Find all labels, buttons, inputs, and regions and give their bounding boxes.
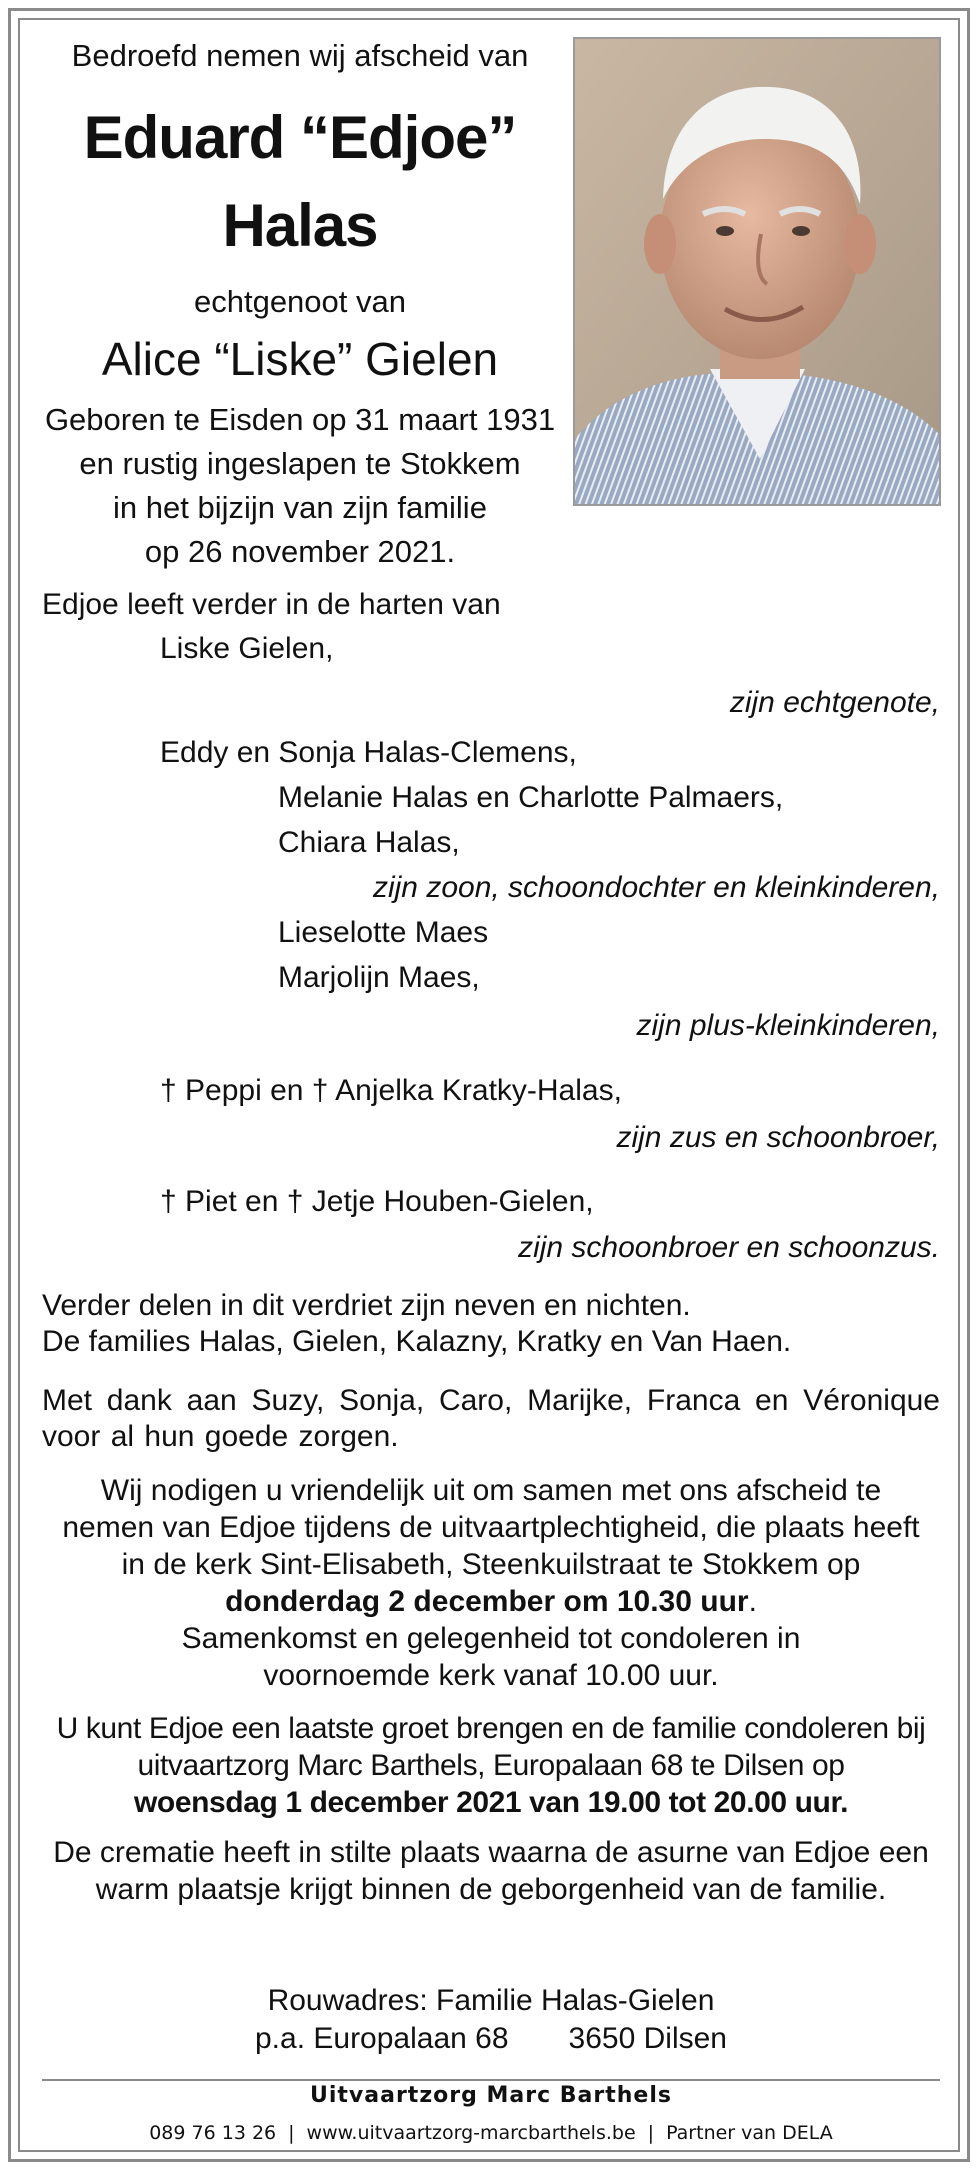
relative-name: † Piet en † Jetje Houben-Gielen, <box>160 1185 594 1218</box>
relative-name: Melanie Halas en Charlotte Palmaers, <box>278 781 784 814</box>
footer-partner: Partner van DELA <box>666 2122 833 2144</box>
relative-role: zijn zus en schoonbroer, <box>616 1121 940 1154</box>
portrait-photo <box>573 37 941 506</box>
mourning-address <box>42 1982 940 2058</box>
relative-name: Eddy en Sonja Halas-Clemens, <box>160 736 577 769</box>
visitation-date-bold: woensdag 1 december 2021 van 19.00 tot 20.00 uur. <box>133 1786 849 1819</box>
ceremony-date-suffix: . <box>748 1585 757 1618</box>
family-share-line: Verder delen in dit verdriet zijn neven en nichten. <box>42 1289 691 1322</box>
cremation-text: De crematie heeft in stilte plaats waarna de asurne van Edjoe een warm plaatsje krijgt binnen de geborgenheid van de familie. <box>53 1836 929 1906</box>
spouse-lead-text: echtgenoot van <box>193 284 406 319</box>
ceremony-text: Wij nodigen u vriendelijk uit om samen met ons afscheid te nemen van Edjoe tijdens de uitvaartplechtigheid, die plaats heeft in de kerk Sint-Elisabeth, Steenkuilstraat te Stokkem op <box>62 1474 920 1581</box>
ceremony-date-bold: donderdag 2 december om 10.30 uur <box>225 1585 749 1618</box>
relative-name: Lieselotte Maes <box>278 916 489 949</box>
visitation-text: U kunt Edjoe een laatste groet brengen en de familie condoleren bij uitvaartzorg Marc Barthels, Europalaan 68 te Dilsen op <box>56 1712 926 1782</box>
intro-text: Bedroefd nemen wij afscheid van <box>71 38 529 73</box>
footer-info <box>42 2122 940 2144</box>
ceremony-date <box>42 1583 940 1620</box>
footer-separator: | <box>647 2122 655 2144</box>
relative-name: Liske Gielen, <box>160 632 334 665</box>
footer-divider <box>42 2079 940 2081</box>
relative-role: zijn zoon, schoondochter en kleinkinderen, <box>372 871 940 904</box>
footer-separator: | <box>288 2122 295 2144</box>
deceased-name-line1: Eduard “Edjoe” <box>83 104 517 171</box>
family-share-line: De families Halas, Gielen, Kalazny, Kratky en Van Haen. <box>42 1325 792 1358</box>
spouse-name: Alice “Liske” Gielen <box>101 333 499 385</box>
relatives-intro: Edjoe leeft verder in de harten van <box>42 588 501 621</box>
thanks-text: Met dank aan Suzy, Sonja, Caro, Marijke, Franca en Véronique voor al hun goede zorgen. <box>42 1384 940 1453</box>
footer-phone: 089 76 13 26 <box>149 2122 277 2144</box>
family-share <box>42 1288 940 1360</box>
birth-line: in het bijzijn van zijn familie <box>113 490 487 525</box>
birth-line: op 26 november 2021. <box>144 534 456 569</box>
birth-line: en rustig ingeslapen te Stokkem <box>79 446 521 481</box>
ceremony-after: Samenkomst en gelegenheid tot condoleren in voornoemde kerk vanaf 10.00 uur. <box>181 1622 801 1692</box>
relative-role: zijn schoonbroer en schoonzus. <box>518 1231 940 1264</box>
relative-name: Chiara Halas, <box>278 826 460 859</box>
relative-name: † Peppi en † Anjelka Kratky-Halas, <box>160 1074 622 1107</box>
deceased-name-line2: Halas <box>222 192 378 259</box>
relative-role: zijn plus-kleinkinderen, <box>636 1009 940 1042</box>
address-line: Rouwadres: Familie Halas-Gielen <box>267 1984 715 2017</box>
footer-company: Uitvaartzorg Marc Barthels <box>310 2083 672 2108</box>
visitation-date <box>42 1784 940 1821</box>
ceremony-block <box>42 1472 940 1694</box>
address-line: p.a. Europalaan 68 3650 Dilsen <box>255 2022 727 2055</box>
relative-role: zijn echtgenote, <box>729 686 940 719</box>
portrait-illustration <box>575 39 939 504</box>
footer-website[interactable]: www.uitvaartzorg-marcbarthels.be <box>306 2122 636 2144</box>
birth-details <box>40 398 560 574</box>
relative-name: Marjolijn Maes, <box>278 961 480 994</box>
birth-line: Geboren te Eisden op 31 maart 1931 <box>44 402 556 437</box>
visitation-block <box>42 1710 940 1821</box>
